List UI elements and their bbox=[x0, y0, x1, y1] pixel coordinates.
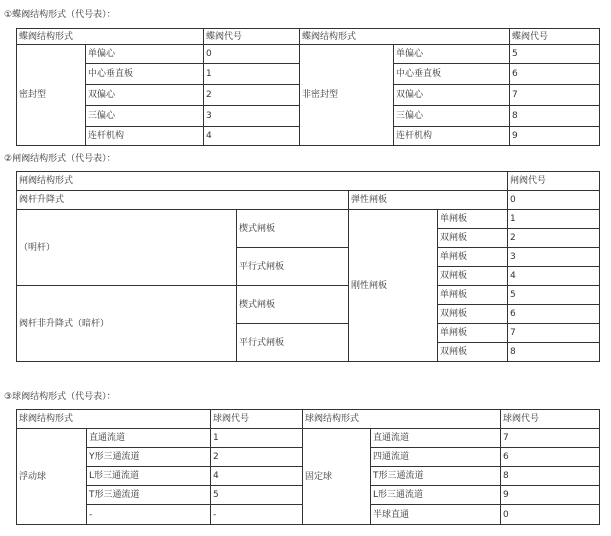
table-cell: 6 bbox=[501, 448, 600, 467]
table-cell: 9 bbox=[501, 486, 600, 505]
header-cell: 蝶阀结构形式 bbox=[300, 29, 510, 45]
group-cell-unsealed: 非密封型 bbox=[300, 45, 394, 146]
header-cell: 闸阀结构形式 bbox=[17, 172, 508, 191]
table-cell: 直通流道 bbox=[371, 429, 501, 448]
table-cell: 双偏心 bbox=[86, 85, 204, 106]
butterfly-valve-table bbox=[16, 28, 600, 146]
table-cell: 平行式闸板 bbox=[237, 248, 349, 286]
table-cell: 4 bbox=[204, 127, 300, 146]
table-cell: 三偏心 bbox=[394, 106, 510, 127]
header-cell: 蝶阀代号 bbox=[510, 29, 600, 45]
table-cell: - bbox=[87, 505, 211, 525]
table-cell: 阀杆升降式 bbox=[17, 191, 349, 210]
table-cell: 6 bbox=[510, 64, 600, 85]
table-cell: 三偏心 bbox=[86, 106, 204, 127]
table-row bbox=[17, 191, 600, 210]
table-cell: 四通流道 bbox=[371, 448, 501, 467]
table-cell: 1 bbox=[204, 64, 300, 85]
table-cell: 6 bbox=[508, 305, 600, 324]
group-cell-non-rising-stem: 阀杆非升降式（暗杆） bbox=[17, 286, 237, 362]
header-cell: 球阀结构形式 bbox=[17, 410, 211, 429]
table-cell: 8 bbox=[510, 106, 600, 127]
table-cell: T形三通流道 bbox=[87, 486, 211, 505]
header-cell: 闸阀代号 bbox=[508, 172, 600, 191]
table-cell: 双闸板 bbox=[438, 267, 508, 286]
table-cell: 2 bbox=[204, 85, 300, 106]
table-cell: 半球直通 bbox=[371, 505, 501, 525]
ball-section-title: ③球阀结构形式（代号表）： bbox=[4, 392, 116, 402]
table-cell: 8 bbox=[501, 467, 600, 486]
table-cell: 5 bbox=[508, 286, 600, 305]
table-cell: 1 bbox=[508, 210, 600, 229]
group-cell-rising-stem: （明杆） bbox=[17, 210, 237, 286]
table-cell: 0 bbox=[508, 191, 600, 210]
table-cell: 单闸板 bbox=[438, 286, 508, 305]
table-cell: 4 bbox=[508, 267, 600, 286]
butterfly-section-title: ①蝶阀结构形式（代号表）： bbox=[4, 10, 116, 20]
table-row bbox=[17, 429, 600, 448]
table-cell: 楔式闸板 bbox=[237, 286, 349, 324]
table-header-row bbox=[17, 172, 600, 191]
table-cell: 3 bbox=[508, 248, 600, 267]
table-cell: 双偏心 bbox=[394, 85, 510, 106]
gate-section-title: ②闸阀结构形式（代号表）： bbox=[4, 154, 116, 164]
table-row bbox=[17, 210, 600, 229]
table-header-row bbox=[17, 410, 600, 429]
table-cell: 9 bbox=[510, 127, 600, 146]
table-cell: - bbox=[211, 505, 303, 525]
group-cell-floating-ball: 浮动球 bbox=[17, 429, 87, 525]
table-cell: 单偏心 bbox=[394, 45, 510, 64]
group-cell-sealed: 密封型 bbox=[17, 45, 86, 146]
table-cell: 单闸板 bbox=[438, 324, 508, 343]
table-cell: 4 bbox=[211, 467, 303, 486]
table-cell: L形三通流道 bbox=[87, 467, 211, 486]
table-cell: 5 bbox=[510, 45, 600, 64]
table-cell: 双闸板 bbox=[438, 305, 508, 324]
table-cell: 7 bbox=[501, 429, 600, 448]
table-cell: 中心垂直板 bbox=[394, 64, 510, 85]
table-cell: 中心垂直板 bbox=[86, 64, 204, 85]
table-cell: 0 bbox=[204, 45, 300, 64]
group-cell-fixed-ball: 固定球 bbox=[303, 429, 371, 525]
gate-valve-table bbox=[16, 171, 600, 362]
table-cell: L形三通流道 bbox=[371, 486, 501, 505]
table-cell: 7 bbox=[508, 324, 600, 343]
table-cell: 楔式闸板 bbox=[237, 210, 349, 248]
table-cell: 2 bbox=[508, 229, 600, 248]
ball-valve-table bbox=[16, 409, 600, 525]
header-cell: 蝶阀代号 bbox=[204, 29, 300, 45]
header-cell: 球阀代号 bbox=[211, 410, 303, 429]
table-cell: 单偏心 bbox=[86, 45, 204, 64]
table-cell: 1 bbox=[211, 429, 303, 448]
header-cell: 蝶阀结构形式 bbox=[17, 29, 204, 45]
header-cell: 球阀结构形式 bbox=[303, 410, 501, 429]
table-row bbox=[17, 45, 600, 64]
table-cell: 平行式闸板 bbox=[237, 324, 349, 362]
table-row bbox=[17, 286, 600, 305]
table-cell: 5 bbox=[211, 486, 303, 505]
table-cell: 单闸板 bbox=[438, 248, 508, 267]
header-cell: 球阀代号 bbox=[501, 410, 600, 429]
table-cell: 双闸板 bbox=[438, 229, 508, 248]
table-cell: 7 bbox=[510, 85, 600, 106]
table-cell: 双闸板 bbox=[438, 343, 508, 362]
table-cell: 单闸板 bbox=[438, 210, 508, 229]
table-header-row bbox=[17, 29, 600, 45]
table-cell: T形三通流道 bbox=[371, 467, 501, 486]
group-cell-rigid: 刚性闸板 bbox=[349, 210, 438, 362]
table-cell: Y形三通流道 bbox=[87, 448, 211, 467]
table-cell: 8 bbox=[508, 343, 600, 362]
table-cell: 直通流道 bbox=[87, 429, 211, 448]
table-cell: 0 bbox=[501, 505, 600, 525]
table-cell: 弹性闸板 bbox=[349, 191, 508, 210]
table-cell: 连杆机构 bbox=[86, 127, 204, 146]
table-cell: 连杆机构 bbox=[394, 127, 510, 146]
table-cell: 2 bbox=[211, 448, 303, 467]
table-cell: 3 bbox=[204, 106, 300, 127]
